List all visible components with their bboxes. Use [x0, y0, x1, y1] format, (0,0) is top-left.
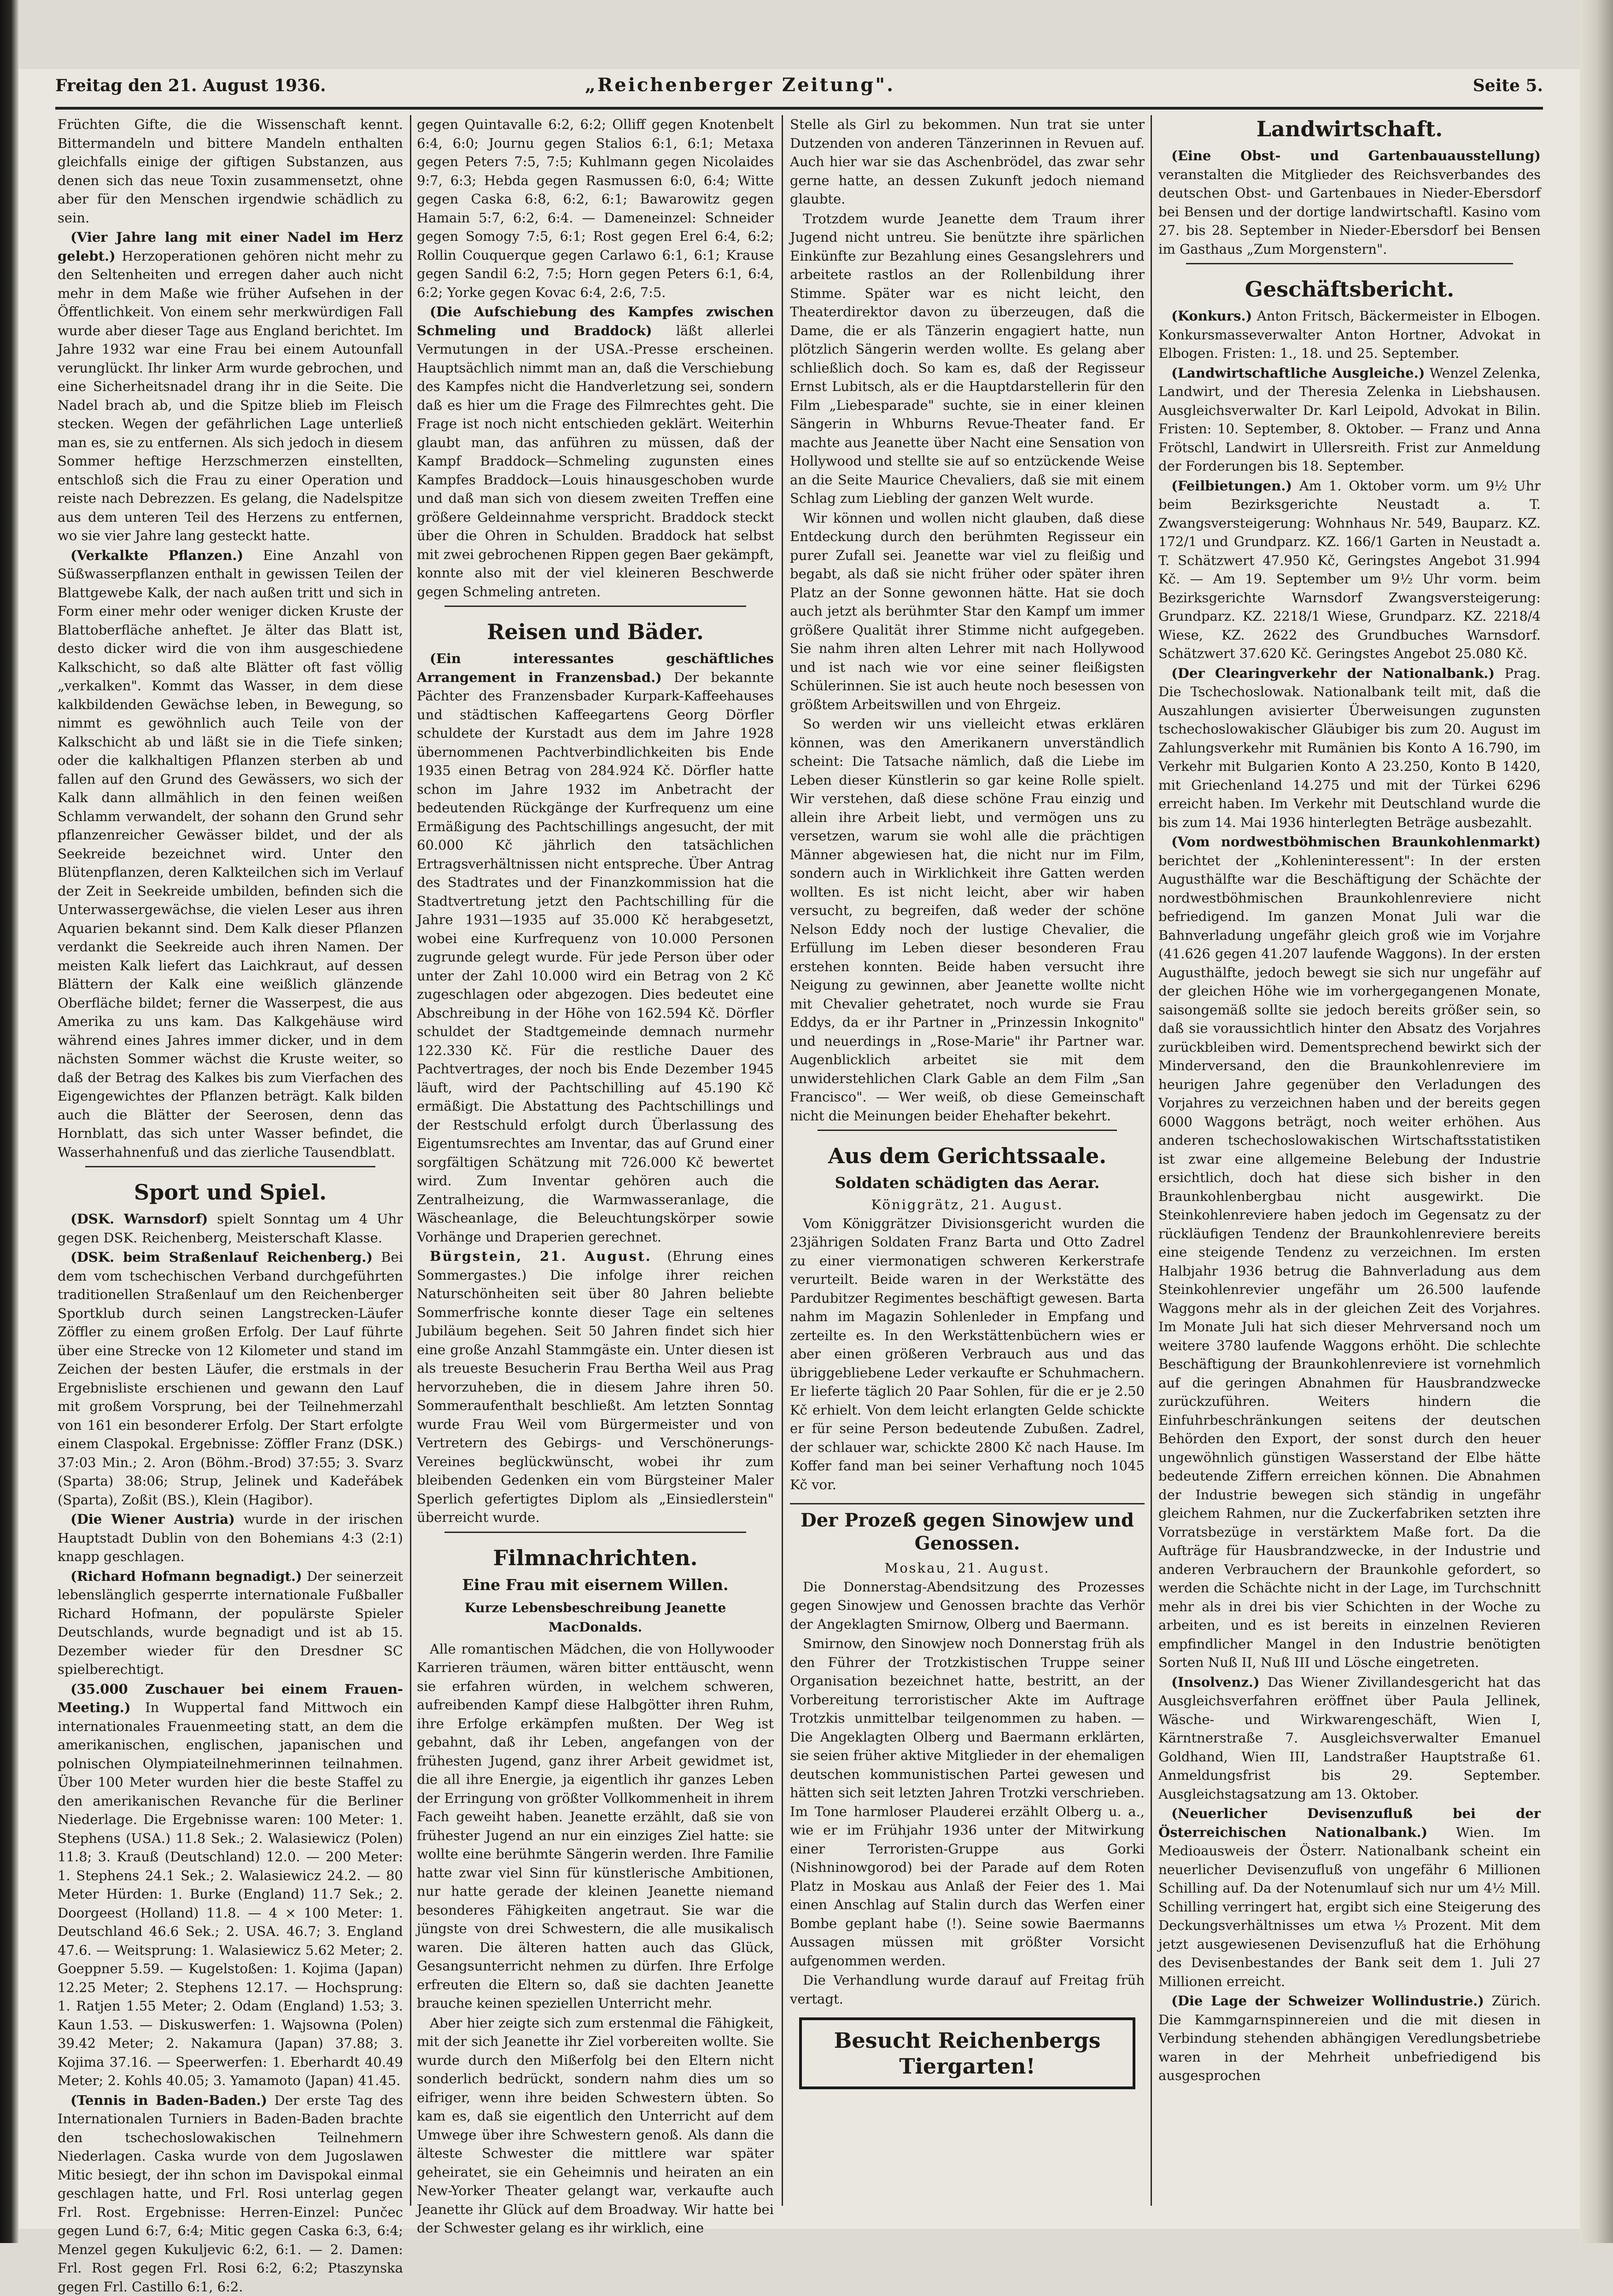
section-head-landwirtschaft: Landwirtschaft.: [1158, 115, 1541, 143]
article-text: Das Wiener Zivillandesgericht hat das Ausgleichsverfahren eröffnet über Paula Jellinek, Wäsche- und Wirkwarengeschäft, Wien I, Kärntnerstraße 7. Ausgleichsverwalter Emanuel Goldhand, Wien III, Landstraßer Hauptstraße 61. Anmeldungsfrist bis 29. September. Ausgleichstagsatzung am 13. Oktober.: [1158, 1674, 1541, 1802]
article: [58, 1567, 403, 1679]
article-text: Stelle als Girl zu bekommen. Nun trat sie unter Dutzenden von anderen Tänzerinnen in Revuen auf. Auch hier war sie das Aschenbrödel, das zwar sehr gerne hatte, an dessen Zukunft jedoch niemand glaubte.: [790, 115, 1145, 209]
article-head: (Die Wiener Austria): [70, 1511, 235, 1527]
article-text: spielt Sonntag um 4 Uhr gegen DSK. Reichenberg, Meisterschaft Klasse.: [58, 1211, 403, 1246]
article-head: (Richard Hofmann begnadigt.): [70, 1568, 302, 1584]
column-2: [417, 115, 774, 2206]
section-rule: [1186, 263, 1513, 264]
section-head-reisen: Reisen und Bäder.: [417, 618, 774, 646]
article-head: (Feilbietungen.): [1171, 478, 1292, 494]
article-head: (DSK. beim Straßenlauf Reichenberg.): [70, 1249, 373, 1265]
article: [1158, 1992, 1541, 2085]
article-head: (Ein interessantes geschäftliches Arrangement in Franzensbad.): [417, 651, 774, 685]
article-text: Der erste Tag des Internationalen Turniers in Baden-Baden brachte den tschechoslowakischen Teilnehmern Niederlagen. Caska wurde von dem Jugoslawen Mitic besiegt, der ihn schon im Davispokal einmal geschlagen hatte, und Frl. Rosi unterlag gegen Frl. Rost. Ergebnisse: Herren-Einzel: Punčec gegen Lund 6:7, 6:4; Mitic gegen Caska 6:3, 6:4; Menzel gegen Kukuljevic 6:2, 6:1. — 2. Damen: Frl. Rost gegen Frl. Rosi 6:2, 6:2; Ptaszynska gegen Frl. Castillo 6:1, 6:2.: [58, 2092, 403, 2295]
article: [1158, 833, 1541, 1672]
article-head: (Die Lage der Schweizer Wollindustrie.): [1171, 1993, 1484, 2009]
article-text: gegen Quintavalle 6:2, 6:2; Olliff gegen Knotenbelt 6:4, 6:0; Journu gegen Stalios 6:1, 6:1; Metaxa gegen Peters 7:5, 7:5; Kuhlmann gegen Nicolaides 9:7, 6:3; Hebda gegen Rasmussen 6:0, 6:4; Witte gegen Caska 6:8, 6:2, 6:1; Bawarowitz gegen Hamain 5:7, 6:2, 6:4. — Dameneinzel: Schneider gegen Somogy 7:5, 6:1; Rost gegen Erel 6:4, 6:2; Rollin Couquerque gegen Carlawo 6:1, 6:1; Krause gegen Sandil 6:2, 7:5; Horn gegen Peters 6:1, 6:4, 6:2; Yorke gegen Kovac 6:4, 2:6, 7:5.: [417, 115, 774, 302]
article-head: (Vier Jahre lang mit einer Nadel im Herz gelebt.): [58, 229, 403, 264]
article-head: (Landwirtschaftliche Ausgleiche.): [1171, 365, 1425, 381]
article-head: (Neuerlicher Devisenzufluß bei der Österreichischen Nationalbank.): [1158, 1806, 1541, 1840]
section-head-gericht: Aus dem Gerichtssaale.: [790, 1142, 1145, 1170]
section-head-geschaeft: Geschäftsbericht.: [1158, 275, 1541, 303]
article-text: So werden wir uns vielleicht etwas erklären können, was den Amerikanern unverständlich scheint: Die Tatsache nämlich, daß die Liebe im Leben dieser Künstlerin so gar keine Rolle spielt. Wir verstehen, daß diese schöne Frau einzig und allein ihre Arbeit liebt, und vermögen uns zu versetzen, warum sie wohl alle die prächtigen Männer abgewiesen hat, die nicht nur im Film, sondern auch in Wirklichkeit ihre Gatten werden wollten. Es ist nicht leicht, aber wir haben versucht, zu begreifen, daß weder der schöne Nelson Eddy noch der lustige Chevalier, die Erfüllung im Leben dieser besonderen Frau erstehen konnten. Beide haben versucht ihre Neigung zu gewinnen, aber Jeanette wollte nicht mit Chevalier gehetratet, noch wurde sie Frau Eddys, da er ihr Partner in „Prinzessin Inkognito" und neuerdings in „Rose-Marie" ihr Partner war. Augenblicklich arbeitet sie mit dem unwiderstehlichen Clark Gable an dem Film „San Francisco". — Wer weiß, ob diese Gemeinschaft nicht die Meinungen beider Ehehafter bekehrt.: [790, 715, 1145, 1125]
article-text: Wenzel Zelenka, Landwirt, und der Theresia Zelenka in Liebshausen. Ausgleichsverwalter Dr. Karl Leipold, Advokat in Bilin. Fristen: 10. September, 8. Oktober. — Franz und Anna Frötschl, Landwirt in Ullersreith. Frist zur Anmeldung der Forderungen bis 18. September.: [1158, 365, 1541, 474]
article-text: Eine Anzahl von Süßwasserpflanzen enthalt in gewissen Teilen der Blattgewebe Kalk, der nach außen tritt und sich in Form einer mehr oder weniger dicken Kruste der Blattoberfläche anheftet. Je älter das Blatt ist, desto dicker wird die von ihm ausgeschiedene Kalkschicht, so daß alte Blätter oft fast völlig „verkalken". Kommt das Wasser, in dem diese kalkbildenden Gewächse leben, in Bewegung, so nimmt es gewöhnlich auch Teile von der Kalkschicht ab und läßt sie in die Tiefe sinken; oder die kalkhaltigen Pflanzen sterben ab und fallen auf den Grund des Gewässers, wo sich der Kalk dann allmählich in den feinen weißen Schlamm verwandelt, der sohann den Grund sehr pflanzenreicher Gewässer bildet, und der als Seekreide bezeichnet wird. Unter den Blütenpflanzen, deren Kalkteilchen sich im Verlauf der Zeit in Seekreide umbilden, befinden sich die Unterwassergewächse, die vielen Leser aus ihren Aquarien bekannt sind. Dem Kalk dieser Pflanzen verdankt die Seekreide auch ihren Namen. Der meisten Kalk liefert das Laichkraut, auf dessen Blättern der Kalk eine weißlich glänzende Oberfläche bildet; ferner die Wasserpest, die aus Amerika zu uns kam. Das Kalkgehäuse wird während eines Jahres immer dicker, und in dem nächsten Sommer wächst die Kruste weiter, so daß der Betrag des Kalkes bis zum Vierfachen des Eigengewichtes der Pflanzen beträgt. Kalk bilden auch die Blätter der Seerosen, denn das Hornblatt, das sich unter Wasser befindet, die Wasserhahnenfuß und das zierliche Tausendblatt.: [58, 548, 403, 1160]
article-text: Anton Fritsch, Bäckermeister in Elbogen. Konkursmasseverwalter Anton Hortner, Advokat in Elbogen. Fristen: 1., 18. und 25. September.: [1158, 308, 1541, 361]
article-text: Aber hier zeigte sich zum erstenmal die Fähigkeit, mit der sich Jeanette ihr Ziel vorbereiten wollte. Sie wurde durch den Mißerfolg bei den Eltern nicht sonderlich bedrückt, sondern nahm dies um so eifriger, wenn ihre beiden Schwestern übten. So kam es, daß sie eigentlich den Unterricht auf dem Umwege über ihre Schwestern genoß. Als dann die älteste Schwester die mittlere war später geheiratet, sie ein Geheimnis und heiraten an ein New-Yorker Theater gelangt war, verkaufte auch Jeanette ihr Glück auf dem Broadway. Wir hatte bei der Schwester gelang es ihr wirklich, eine: [417, 2014, 774, 2238]
article-head: (Verkalkte Pflanzen.): [70, 548, 243, 563]
article-text: Trotzdem wurde Jeanette dem Traum ihrer Jugend nicht untreu. Sie benützte ihre spärlichen Einkünfte zur Bezahlung eines Gesangslehrers und arbeitete rastlos an der Rollenbildung ihrer Stimme. Später war es nicht leicht, den Theaterdirektor davon zu überzeugen, daß die Dame, die er als Tänzerin engagiert hatte, nun plötzlich Sängerin werden wollte. Es gelang aber schließlich doch. So kam es, daß der Regisseur Ernst Lubitsch, als er die Hauptdarstellerin für den Film „Liebesparade" suchte, sie in einer kleinen Sängerin in Whburns Revue-Theater fand. Er machte aus Jeanette über Nacht eine Sensation von Hollywood und stellte sie auf so entzückende Weise an die Seite Maurice Chevaliers, daß sie mit einem Schlag zum Liebling der ganzen Welt wurde.: [790, 210, 1145, 508]
article-text: wurde in der irischen Hauptstadt Dublin von den Bohemians 4:3 (2:1) knapp geschlagen.: [58, 1511, 403, 1564]
page-edge: [1580, 0, 1613, 2243]
article: [417, 303, 774, 601]
article-text: Smirnow, den Sinowjew noch Donnerstag früh als den Führer der Trotzkistischen Truppe seiner Organisation bezeichnet hatte, bestritt, an der Vorbereitung terroristischer Akte im Auftrage Trotzkis unmittelbar teilgenommen zu haben. — Die Angeklagten Olberg und Baermann erklärten, sie seien früher aktive Mitglieder in der ehemaligen deutschen kommunistischen Partei gewesen und hätten sich seit letzten Jahren Trotzki verschrieben. Im Tone harmloser Plauderei erzählt Olberg u. a., wie er im Frühjahr 1936 unter der Mitwirkung einer Terroristen-Gruppe aus Gorki (Nishninowgorod) bei der Parade auf dem Roten Platz in Moskau aus Anlaß der Feier des 1. Mai einen Anschlag auf Stalin durch das Werfen einer Bombe geplant habe (!). Seine sowie Baermanns Aussagen müssen mit größter Vorsicht aufgenommen werden.: [790, 1634, 1145, 1970]
article-text: (Ehrung eines Sommergastes.) Die infolge ihrer reichen Naturschönheiten seit über 80 Jahren beliebte Sommerfrische konnte dieser Tage ein seltenes Jubiläum begehen. Seit 50 Jahren findet sich hier eine große Anzahl Stammgäste ein. Unter diesen ist als treueste Besucherin Frau Bertha Weil aus Prag hervorzuheben, die in diesem Jahre ihren 50. Sommeraufenthalt beschließt. Am letzten Sonntag wurde Frau Weil vom Bürgermeister und von Vertretern des Gebirgs- und Verschönerungs-Vereines beglückwünscht, wobei ihr zum bleibenden Gedenken ein vom Bürgsteiner Maler Sperlich gefertigtes Diplom als „Einsiedlerstein" überreicht wurde.: [417, 1248, 774, 1525]
section-head-sport: Sport und Spiel.: [58, 1178, 403, 1206]
article-subhead: Eine Frau mit eisernem Willen.: [417, 1575, 774, 1595]
header-page-number: Seite 5.: [1473, 76, 1543, 95]
article-text: In Wuppertal fand Mittwoch ein internationales Frauenmeeting statt, an dem die amerikanischen, englischen, japanischen und polnischen Olympiateilnehmerinnen teilnahmen. Über 100 Meter wurden hier die beste Staffel zu den amerikanischen Revanche für die Berliner Niederlage. Die Ergebnisse waren: 100 Meter: 1. Stephens (USA.) 11.8 Sek.; 2. Walasiewicz (Polen) 11.8; 3. Krauß (Deutschland) 12.0. — 200 Meter: 1. Stephens 24.1 Sek.; 2. Walasiewicz 24.2. — 80 Meter Hürden: 1. Burke (England) 11.7 Sek.; 2. Doorgeest (Holland) 11.8. — 4 × 100 Meter: 1. Deutschland 46.6 Sek.; 2. USA. 46.7; 3. England 47.6. — Weitsprung: 1. Walasiewicz 5.62 Meter; 2. Goeppner 5.59. — Kugelstoßen: 1. Kojima (Japan) 12.25 Meter; 2. Stephens 12.17. — Hochsprung: 1. Ratjen 1.55 Meter; 2. Odam (England) 1.53; 3. Kaun 1.53. — Diskuswerfen: 1. Wajsowna (Polen) 39.42 Meter; 2. Nakamura (Japan) 37.88; 3. Kojima 37.16. — Speerwerfen: 1. Eberhardt 40.49 Meter; 2. Kohls 40.05; 3. Yamamoto (Japan) 41.45.: [58, 1700, 403, 2088]
article-text: Herzoperationen gehören nicht mehr zu den Seltenheiten und erregen daher auch nicht mehr in dem Maße wie früher Aufsehen in der Öffentlichkeit. Von einem sehr merkwürdigen Fall wurde aber dieser Tage aus England berichtet. Im Jahre 1932 war eine Frau bei einem Autounfall verunglückt. Ihr linker Arm wurde gebrochen, und eine Sicherheitsnadel drang ihr in die Seite. Die Nadel brach ab, und die Spitze blieb im Fleisch stecken. Wegen der gefährlichen Lage unterließ man es, sie zu entfernen. Als sich jedoch in diesem Sommer heftige Herzschmerzen einstellten, entschloß sich die Frau zu einer Operation und reiste nach Debrezzen. Es gelang, die Nadelspitze aus dem unteren Teil des Herzens zu entfernen, wo sie vier Jahre lang gesteckt hatte.: [58, 248, 403, 544]
column-rule: [782, 115, 783, 2206]
dateline: Königgrätz, 21. August.: [790, 1195, 1145, 1214]
section-rule: [85, 1166, 375, 1167]
article-head: (Eine Obst- und Gartenbauausstellung): [1171, 148, 1541, 163]
article-text: Die Donnerstag-Abendsitzung des Prozesses gegen Sinowjew und Genossen brachte das Verhör der Angeklagten Smirnow, Olberg und Baermann.: [790, 1578, 1145, 1634]
header-date: Freitag den 21. August 1936.: [55, 76, 326, 95]
article-head: (DSK. Warnsdorf): [70, 1211, 208, 1227]
article-text: Der seinerzeit lebenslänglich gesperrte internationale Fußballer Richard Hofmann, der populärste Spieler Deutschlands, wurde begnadigt und ist ab 15. Dezember wieder für den Dresdner SC spielberechtigt.: [58, 1568, 403, 1678]
header-masthead: „Reichenberger Zeitung".: [585, 74, 895, 96]
column-1: [58, 115, 403, 2206]
article-head: (Tennis in Baden-Baden.): [70, 2092, 267, 2108]
dateline: Moskau, 21. August.: [790, 1559, 1145, 1578]
article-text: Früchten Gifte, die die Wissenschaft kennt. Bittermandeln und bittere Mandeln enthalten gleichfalls einige der giftigen Substanzen, aus denen sich das neue Toxin zusammensetzt, ohne aber für den Menschen irgendwie schädlich zu sein.: [58, 115, 403, 227]
article: [1158, 364, 1541, 476]
article: [417, 1247, 774, 1527]
article: [58, 1680, 403, 2090]
article: [58, 2091, 403, 2296]
section-rule: [444, 1532, 746, 1533]
article-head: (35.000 Zuschauer bei einem Frauen-Meeting.): [58, 1681, 403, 1716]
column-3: [790, 115, 1145, 2206]
section-rule: [444, 606, 746, 607]
article-text: Wien. Im Medioausweis der Österr. Nationalbank scheint ein neuerlicher Devisenzufluß von ungefähr 6 Millionen Schilling auf. Da der Notenumlauf sich nur um 4½ Mill. Schilling verringert hat, ergibt sich eine Steigerung des Deckungsverhältnisses um etwa ⅓ Prozent. Mit dem jetzt ausgewiesenen Devisenzufluß hat die Erhöhung des Devisenbestandes der Bank seit dem 1. Juli 27 Millionen erreicht.: [1158, 1824, 1541, 1989]
article: [58, 1510, 403, 1566]
article-text: Bei dem vom tschechischen Verband durchgeführten traditionellen Straßenlauf um den Reichenberger Sportklub durch seinen Langstrecken-Läufer Zöffler zu einem großen Erfolg. Der Lauf führte über eine Strecke von 12 Kilometer und stand im Zeichen der besten Läufer, die erstmals in der Ergebnisliste erschienen und gewann den Lauf mit großem Vorsprung, bei der Teilnehmerzahl von 161 ein besonderer Erfolg. Der Start erfolgte einem Claspokal. Ergebnisse: Zöffler Franz (DSK.) 37:03 Min.; 2. Aron (Böhm.-Brod) 37:55; 3. Svarz (Sparta) 38:06; Strup, Jelinek und Kadeřábek (Sparta), Zoßit (BS.), Klein (Hagibor).: [58, 1249, 403, 1508]
page-header: [55, 71, 1543, 99]
section-rule: [818, 1130, 1117, 1131]
section-head-film: Filmnachrichten.: [417, 1544, 774, 1572]
article-text: berichtet der „Kohleninteressent": In der ersten Augusthälfte war die Beschäftigung der Schächte der nordwestböhmischen Braunkohlenreviere nicht befriedigend. Im ganzen Monat Juli war die Bahnverladung ungefähr gleich groß wie im Vorjahre (41.626 gegen 41.207 laufende Waggons). In der ersten Augusthälfte, jedoch bewegt sie sich nur ungefähr auf der gleichen Höhe wie im vorhergegangenen Monate, saisongemäß sollte sie jedoch bereits größer sein, so daß sie voraussichtlich hinter den Absatz des Vorjahres zurückbleiben wird. Dementsprechend bewirkt sich der Minderversand, den die Braunkohlenreviere im heurigen Jahre gegenüber den Verladungen des Vorjahres zu verzeichnen haben und der bereits gegen 6000 Waggons beträgt, noch weiter erhöhen. Aus anderen tschechoslowakischen Wirtschaftsstatistiken ist zwar eine allgemeine Belebung der Industrie ersichtlich, doch hat diese sich bisher in den Braunkohlenbergbau nicht ausgewirkt. Die Steinkohlenreviere haben jedoch im Gegensatz zu der rückläufigen Tendenz der Braunkohlenreviere bereits eine steigende Tendenz zu verzeichnen. Im ersten Halbjahr 1936 betrug die Bahnverladung aus dem Steinkohlenrevier ungefähr um 26.500 laufende Waggons mehr als in der gleichen Zeit des Vorjahres. Im Monate Juli hat sich dieser Mehrversand noch um weitere 3780 laufende Waggons erhöht. Die schlechte Beschäftigung der Braunkohlenreviere ist vornehmlich auf die geringen Abnahmen für Hausbrandzwecke zurückzuführen. Weiters hindern die Einfuhrbeschränkungen seitens der deutschen Behörden den Export, der sonst durch den heuer ungewöhnlich günstigen Wasserstand der Elbe hätte bedeutende Ziffern erreichen können. Die Abnahmen der Industrie bewegen sich ständig in ungefähr gleichem Rahmen, nur die Zuckerfabriken setzten ihre Vorratsbezüge in verstärktem Maße fort. Da die Aufträge für Hausbrandzwecke, in der Industrie und anderen Verbrauchern der Braunkohle gefordert, so werden die Schächte nicht in der Lage, im Turchschnitt mehr als in drei bis vier Schichten in der Woche zu arbeiten, und es ist bereits in einzelnen Revieren empfindlicher Mangel in den Industrie benötigten Sorten Nuß II, Nuß III und Lösche eingetreten.: [1158, 853, 1541, 1671]
article-text: Der bekannte Pächter des Franzensbader Kurpark-Kaffeehauses und städtischen Kaffeegartens Georg Dörfler schuldete der Kurstadt aus dem im Jahre 1928 übernommenen Pachtverbindlichkeiten bis Ende 1935 einen Betrag von 284.924 Kč. Dörfler hatte schon im Jahre 1932 im Anbetracht der bedeutenden Rückgänge der Kurfrequenz um eine Ermäßigung des Pachtschillings angesucht, der mit 60.000 Kč jährlich den tatsächlichen Ertragsverhältnissen nicht entspreche. Über Antrag des Stadtrates und der Finanzkommission hat die Stadtvertretung jetzt den Pachtschilling für die Jahre 1931—1935 auf 35.000 Kč herabgesetzt, wobei eine Kurfrequenz von 10.000 Personen zugrunde gelegt wurde. Für jede Person über oder unter der Zahl 10.000 wird ein Betrag von 2 Kč zugeschlagen oder abgezogen. Dies bedeutet eine Abschreibung in der Höhe von 162.594 Kč. Dörfler schuldet der Stadtgemeinde demnach nurmehr 122.330 Kč. Für die restliche Dauer des Pachtvertrages, der noch bis Ende Dezember 1945 läuft, wird der Pachtschilling auf 45.190 Kč ermäßigt. Die Abstattung des Pachtschillings und der Restschuld erfolgt durch Überlassung des Eigentumsrechtes am Inventar, das auf Grund einer sorgfältigen Schätzung mit 726.000 Kč bewertet wird. Zum Inventar gehören auch die Zentralheizung, die Warmwasseranlage, die Wäscheanlage, die Beleuchtungskörper sowie Vorhänge und Draperien gerechnet.: [417, 670, 774, 1245]
article: [417, 649, 774, 1246]
article-head: (Konkurs.): [1171, 308, 1252, 324]
article-text: Am 1. Oktober vorm. um 9½ Uhr beim Bezirksgerichte Neustadt a. T. Zwangsversteigerung: Wohnhaus Nr. 549, Bauparz. KZ. 172/1 und Grundparz. KZ. 166/1 Garten in Neustadt a. T. Schätzwert 47.950 Kč, Geringstes Angebot 31.994 Kč. — Am 19. September um 9½ Uhr vorm. beim Bezirksgerichte Warnsdorf Zwangsversteigerung: Grundparz. KZ. 2218/1 Wiese, Grundparz. KZ. 2218/4 Wiese, KZ. 2622 des Grundbuches Warnsdorf. Schätzwert 37.620 Kč. Geringstes Angebot 25.080 Kč.: [1158, 478, 1541, 662]
column-rule: [1151, 115, 1152, 2206]
column-rule: [410, 115, 411, 2206]
article: [58, 1248, 403, 1509]
article: [1158, 1804, 1541, 1991]
article-text: läßt allerlei Vermutungen in der USA.-Presse erscheinen. Hauptsächlich nimmt man an, daß die Verschiebung des Kampfes nicht die Handverletzung sei, sondern daß es hier um die Frage des Filmrechtes geht. Die Frage ist noch nicht entschieden geklärt. Weiterhin glaubt man, das anführen zu müssen, daß der Kampf Braddock—Schmeling zugunsten eines Kampfes Braddock—Louis hinausgeschoben wurde und daß man sich von diesem zweiten Treffen eine größere Geldeinnahme verspricht. Braddock steckt über die Ohren in Schulden. Braddock hat selbst mit zwei gebrochenen Rippen gegen Baer gekämpft, konnte also mit der viel kleineren Beschwerde gegen Schmeling antreten.: [417, 323, 774, 600]
article-text: Die Verhandlung wurde darauf auf Freitag früh vertagt.: [790, 1971, 1145, 2008]
article-head: (Die Aufschiebung des Kampfes zwischen Schmeling und Braddock): [417, 304, 774, 338]
article: [58, 1210, 403, 1247]
column-4: [1158, 115, 1541, 2206]
article-text: Wir können und wollen nicht glauben, daß diese Entdeckung durch den berühmten Regisseur ein purer Zufall sei. Jeanette war viel zu fleißig und begabt, als daß sie nicht früher oder später ihren Platz an der Sonne gewonnen hätte. Hat sie doch auch jetzt als berühmter Star den Kampf um immer größere Qualität ihrer Stimme nicht aufgegeben. Sie nahm ihren alten Lehrer mit nach Hollywood und ist nach wie vor eine seiner fleißigsten Schülerinnen. Sie ist auch heute noch besessen von größtem Arbeitswillen und von Ehrgeiz.: [790, 509, 1145, 714]
article-head: (Insolvenz.): [1171, 1674, 1260, 1690]
article: [58, 228, 403, 545]
article: [1158, 1673, 1541, 1804]
article-text: Vom Königgrätzer Divisionsgericht wurden die 23jährigen Soldaten Franz Barta und Otto Zadrel zu einer viermonatigen schweren Kerkerstrafe verurteilt. Beide waren in der Werkstätte des Pardubitzer Regimentes beschäftigt gewesen. Barta nahm im Magazin Sohlenleder in Empfang und zerteilte es. In den Werkstättenbüchern wies er aber einen größeren Verbrauch aus und das übriggebliebene Leder verkaufte er Schuhmachern. Er lieferte täglich 20 Paar Sohlen, für die er je 2.50 Kč erhielt. Von dem leicht erlangten Gelde schickte er für seine Person bedeutende Zubußen. Zadrel, der schlauer war, schickte 2800 Kč nach Hause. Im Koffer fand man bei seiner Verhaftung noch 1045 Kč vor.: [790, 1214, 1145, 1494]
article: [1158, 664, 1541, 832]
header-rule: [55, 107, 1543, 110]
article-text: Prag. Die Tschechoslowak. Nationalbank teilt mit, daß die Auszahlungen avisierter Überweisungen zugunsten tschechoslowakischer Gläubiger bis zum 20. August im Zahlungsverkehr mit Rumänien bis Konto A 16.790, im Verkehr mit Bulgarien Konto A 23.250, Konto B 1420, mit Griechenland 14.275 und mit der Türkei 6296 erreicht haben. Im Verkehr mit Deutschland wurde die bis zum 14. Mai 1936 hinterlegten Beträge ausbezahlt.: [1158, 665, 1541, 830]
article-text: Alle romantischen Mädchen, die von Hollywooder Karrieren träumen, wären bitter enttäuscht, wenn sie erfahren würden, in welchem schweren, aufreibenden Kampf diese Halbgötter ihren Ruhm, ihre Erfolge erkämpfen mußten. Der Weg ist gebahnt, daß ihr Leben, angefangen von der frühesten Jugend, ganz ihrer Arbeit gewidmet ist, die all ihre Energie, ja eigentlich ihr ganzes Leben der Erringung von größter Vollkommenheit in ihrem Fach geweiht haben. Jeanette erzählt, daß sie von frühester Jugend an nur ein einziges Ziel hatte: sie wollte eine berühmte Sängerin werden. Ihre Familie hatte zwar viel Sinn für künstlerische Ambitionen, nur hatte gerade der kleinen Jeanette niemand besonderes Fähigkeiten angetraut. Sie war die jüngste von drei Schwestern, die alle musikalisch waren. Die älteren hatten auch das Glück, Gesangsunterricht nehmen zu dürfen. Ihre Erfolge erfreuten die Eltern so, daß sie dachten Jeanette brauche keinen speziellen Unterricht mehr.: [417, 1640, 774, 2013]
article: [1158, 307, 1541, 363]
article: [1158, 146, 1541, 258]
article-head: (Der Clearingverkehr der Nationalbank.): [1171, 665, 1495, 681]
article: [1158, 477, 1541, 663]
article-text: veranstalten die Mitglieder des Reichsverbandes des deutschen Obst- und Gartenbaues in Nieder-Ebersdorf bei Bensen und der dortige landwirtschaftl. Kasino vom 27. bis 28. September in Nieder-Ebersdorf bei Bensen im Gasthaus „Zum Morgenstern".: [1158, 167, 1541, 257]
advertisement-box: Besucht Reichenbergs Tiergarten!: [799, 2017, 1135, 2089]
dateline: Bürgstein, 21. August.: [430, 1248, 652, 1264]
article: [58, 546, 403, 1162]
binding-edge: [0, 0, 18, 2243]
article-head: (Vom nordwestböhmischen Braunkohlenmarkt): [1171, 834, 1541, 850]
article-text: Zürich. Die Kammgarnspinnereien und die mit diesen in Verbindung stehenden abhängigen Veredlungsbetriebe waren in der Mehrheit unbefriedigend bis ausgesprochen: [1158, 1993, 1541, 2083]
article-head-prozess: Der Prozeß gegen Sinowjew und Genossen.: [790, 1503, 1145, 1555]
article-subhead: Soldaten schädigten das Aerar.: [790, 1173, 1145, 1193]
article-subhead-small: Kurze Lebensbeschreibung Jeanette MacDonalds.: [417, 1598, 774, 1637]
